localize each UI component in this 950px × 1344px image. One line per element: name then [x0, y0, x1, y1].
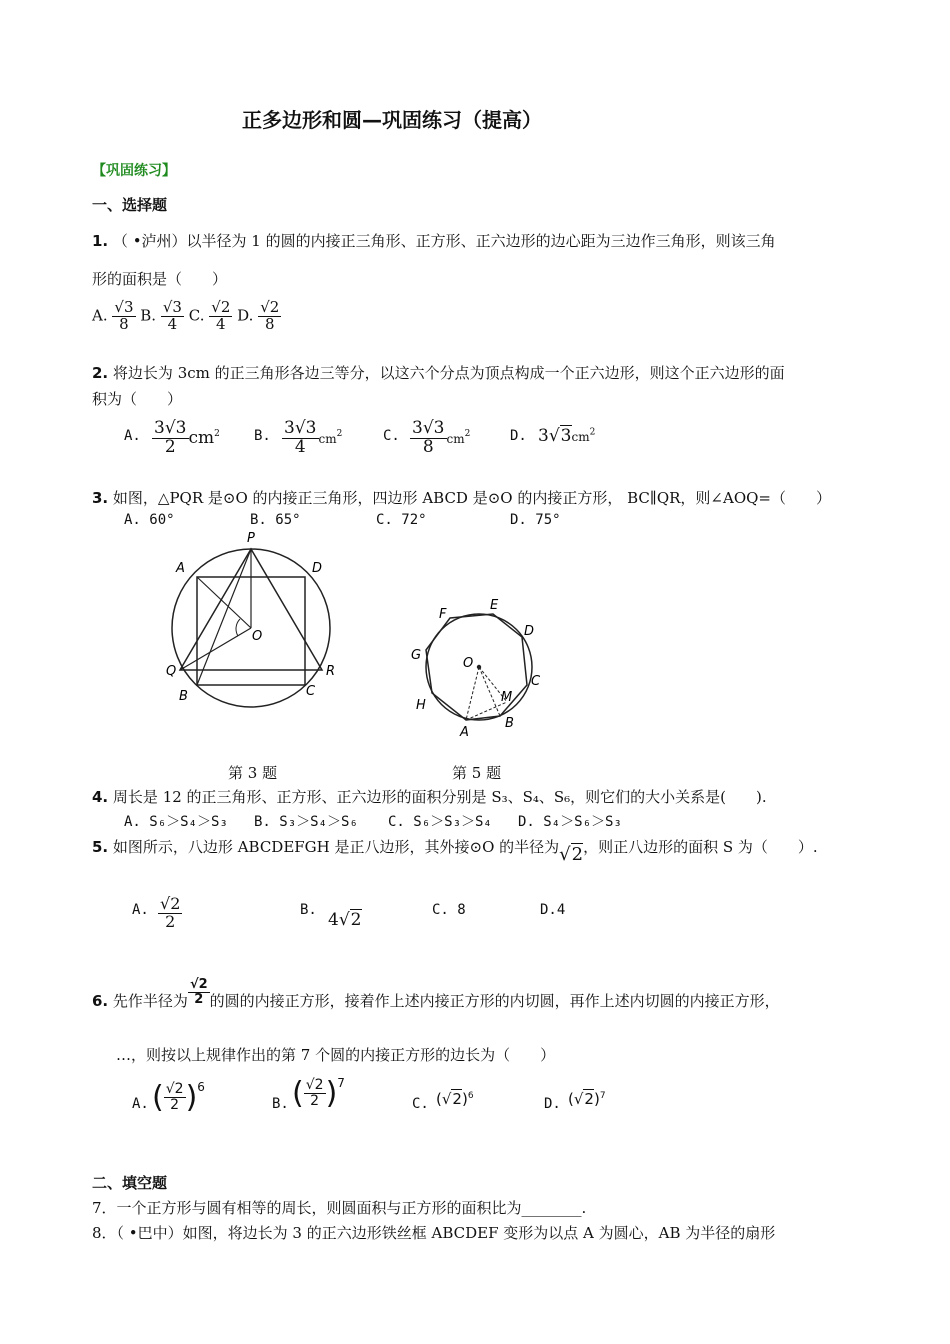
label-d: D: [312, 561, 323, 576]
label-a: A: [460, 725, 469, 740]
q5-option-b-value: 4√2: [328, 910, 362, 930]
q2-option-c-value: $\frac{3√3}{8}$ $cm^2$: [412, 418, 471, 457]
label-q: Q: [166, 664, 177, 679]
label-m: M: [501, 690, 513, 705]
question-text: （ •泸州）以半径为 1 的圆的内接正三角形、正方形、正六边形的边心距为三边作三角形，则该三角: [112, 232, 776, 250]
q2-option-b-label: B.: [254, 428, 271, 444]
q6-radius-value: $\frac{√2}{2}$: [189, 977, 208, 1007]
question-1-options: [92, 300, 281, 333]
q2-option-b-value: $\frac{3√3}{4}$ $cm^2$: [284, 418, 343, 457]
q2-option-d-label: D.: [510, 428, 527, 444]
figure-caption-3: 第 3 题: [228, 764, 278, 782]
section-tag: 【巩固练习】: [92, 163, 176, 179]
section-heading-fill: 二、填空题: [92, 1174, 168, 1192]
q4-option-c: C. S₆＞S₃＞S₄: [388, 814, 492, 830]
figure-q5: [405, 595, 555, 745]
figure-q3: [160, 530, 360, 710]
option-d-label: D.: [237, 306, 254, 325]
option-a-value: $\frac{√3}{8}$: [114, 298, 134, 333]
q6-option-a-label: A.: [132, 1096, 149, 1112]
q2-option-d-value: $3√3cm^2$: [538, 426, 596, 446]
q5-option-a-value: $\frac{√2}{2}$: [160, 894, 181, 931]
question-2: [92, 362, 785, 383]
q5-option-c: C. 8: [432, 902, 466, 918]
question-6: [92, 977, 780, 1016]
q3-option-c: C. 72°: [376, 512, 427, 528]
q3-option-d: D. 75°: [510, 512, 561, 528]
q6-option-b-label: B.: [272, 1096, 289, 1112]
question-text: 将边长为 3cm 的正三角形各边三等分，以这六个分点为顶点构成一个正六边形，则这个正六边形的面: [112, 364, 785, 382]
q3-option-b: B. 65°: [250, 512, 301, 528]
question-text: 如图，△PQR 是⊙O 的内接正三角形，四边形 ABCD 是⊙O 的内接正方形， BC∥QR，则∠AOQ=（ ）: [112, 489, 831, 507]
q2-option-a-label: A.: [124, 428, 141, 444]
question-5: 5. 如图所示，八边形 ABCDEFGH 是正八边形，其外接⊙O 的半径为√2，则正八边形的面积 S 为（ ）.: [92, 838, 818, 865]
q4-option-a: A. S₆＞S₄＞S₃: [124, 814, 228, 830]
label-o: O: [252, 629, 263, 644]
label-p: P: [247, 531, 255, 546]
section-heading-choice: 一、选择题: [92, 196, 168, 214]
figure-caption-5: 第 5 题: [452, 764, 502, 782]
option-c-value: $\frac{√2}{4}$: [211, 298, 231, 333]
label-b: B: [179, 689, 188, 704]
q2-option-a-value: $\frac{3√3}{2}$ $cm^2$: [154, 418, 220, 457]
option-c-label: C.: [188, 306, 205, 325]
q6-option-c-label: C.: [412, 1096, 429, 1112]
question-text: 周长是 12 的正三角形、正方形、正六边形的面积分别是 S₃、S₄、S₆，则它们的大小关系是( ).: [112, 788, 767, 806]
label-c: C: [531, 674, 541, 689]
question-text: 如图所示，八边形 ABCDEFGH 是正八边形，其外接⊙O 的半径为: [112, 838, 560, 856]
option-b-label: B.: [140, 306, 157, 325]
question-number: 1.: [92, 232, 109, 250]
option-b-value: $\frac{√3}{4}$: [162, 298, 182, 333]
option-a-label: A.: [92, 306, 108, 325]
question-2-line2: 积为（ ）: [92, 390, 183, 408]
q6-option-d-value: $(√2)^7$: [568, 1090, 606, 1108]
q4-option-b: B. S₃＞S₄＞S₆: [254, 814, 358, 830]
label-o: O: [463, 656, 474, 671]
label-e: E: [490, 598, 499, 613]
label-a: A: [176, 561, 185, 576]
question-4: [92, 786, 767, 807]
label-h: H: [416, 698, 426, 713]
label-d: D: [524, 624, 535, 639]
question-text-after: 的圆的内接正方形，接着作上述内接正方形的内切圆，再作上述内切圆的内接正方形，: [209, 992, 780, 1011]
question-1-line2: 形的面积是（ ）: [92, 270, 228, 288]
q2-option-c-label: C.: [383, 428, 400, 444]
q6-option-d-label: D.: [544, 1096, 561, 1112]
q5-option-a-label: A.: [132, 902, 149, 918]
page-title: 正多边形和圆—巩固练习（提高）: [242, 108, 542, 132]
label-r: R: [326, 664, 336, 679]
label-g: G: [411, 648, 422, 663]
question-1: [92, 230, 776, 251]
question-7: 7．一个正方形与圆有相等的周长，则圆面积与正方形的面积比为________.: [92, 1199, 587, 1217]
question-number: 5.: [92, 838, 109, 856]
label-b: B: [505, 716, 514, 731]
question-6-line2: …，则按以上规律作出的第 7 个圆的内接正方形的边长为（ ）: [116, 1046, 556, 1064]
label-c: C: [306, 684, 316, 699]
question-number: 6.: [92, 992, 109, 1011]
q6-option-c-value: $(√2)^6$: [436, 1090, 474, 1108]
q6-option-a-value: ( $\frac{√2}{2}$ )$^6$: [152, 1080, 205, 1115]
question-number: 4.: [92, 788, 109, 806]
question-8: 8．（ •巴中）如图，将边长为 3 的正六边形铁丝框 ABCDEF 变形为以点 A 为圆心，AB 为半径的扇形: [92, 1224, 776, 1242]
question-number: 3.: [92, 489, 109, 507]
q4-option-d: D. S₄＞S₆＞S₃: [518, 814, 622, 830]
question-number: 2.: [92, 364, 109, 382]
question-text-before: 先作半径为: [112, 992, 188, 1011]
q5-option-b-label: B.: [300, 902, 317, 918]
question-3: [92, 487, 831, 508]
option-d-value: $\frac{√2}{8}$: [260, 298, 280, 333]
label-f: F: [439, 607, 447, 622]
q6-option-b-value: ( $\frac{√2}{2}$ )$^7$: [292, 1076, 345, 1111]
q3-option-a: A. 60°: [124, 512, 175, 528]
q5-option-d: D.4: [540, 902, 566, 918]
